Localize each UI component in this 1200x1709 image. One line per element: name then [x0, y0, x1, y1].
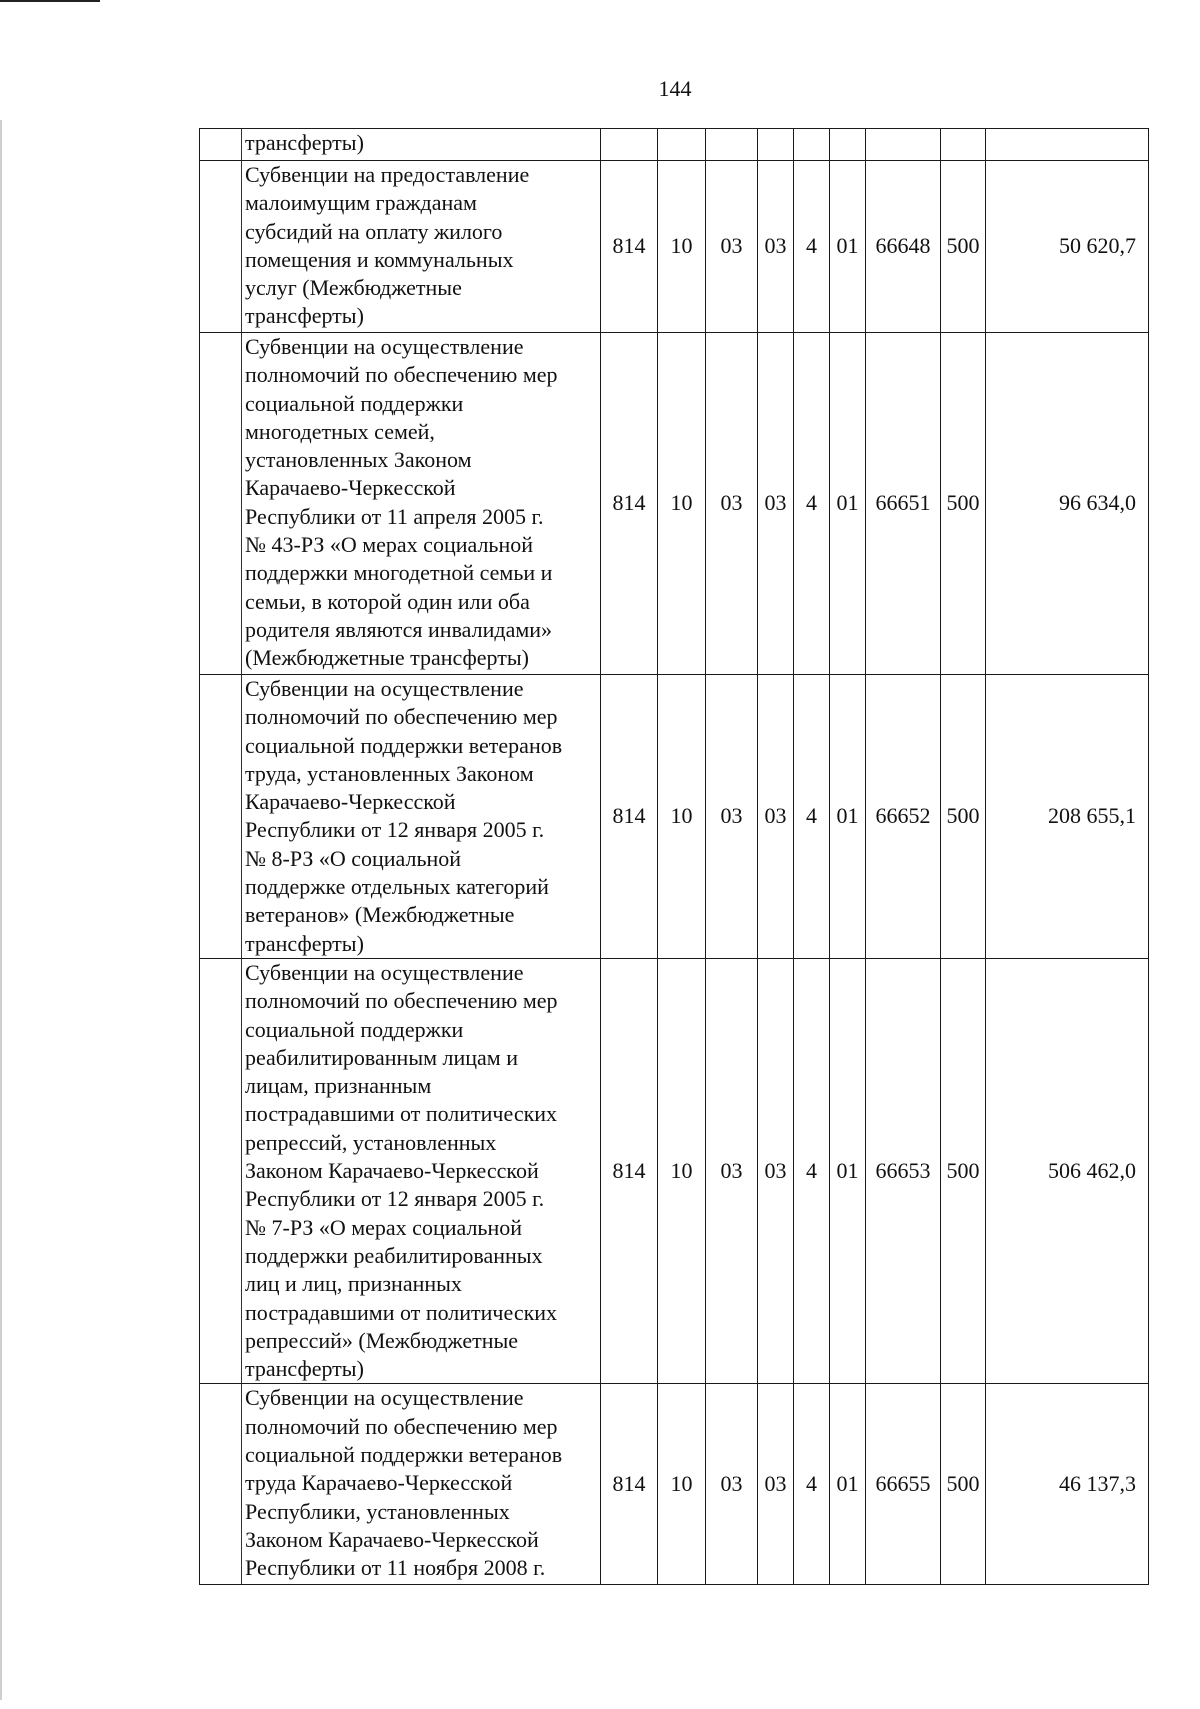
description-line: поддержке отдельных категорий	[245, 874, 549, 900]
amount-cell: 46 137,3	[986, 1384, 1149, 1585]
description-line: пострадавшими от политических	[245, 1299, 558, 1325]
description-line: трансферты)	[245, 930, 364, 956]
description-line: социальной поддержки ветеранов	[245, 1442, 563, 1468]
row-number-cell	[200, 675, 242, 959]
direction-code-cell: 66655	[866, 1384, 941, 1585]
description-line: Республики от 11 апреля 2005 г.	[245, 503, 544, 529]
subsection-code-cell: 03	[706, 1384, 758, 1585]
description-line: пострадавшими от политических	[245, 1101, 558, 1127]
description-cell	[242, 1384, 601, 1585]
description-line: ветеранов» (Межбюджетные	[245, 902, 515, 928]
description-line: № 43-РЗ «О мерах социальной	[245, 532, 534, 558]
budget-code-cell: 814	[601, 958, 658, 1383]
description-line: трансферты)	[245, 1356, 364, 1382]
row-number-cell	[200, 129, 242, 161]
subprogram-type-cell: 4	[794, 333, 830, 675]
description-line: трансферты)	[245, 130, 364, 155]
expense-type-cell: 500	[941, 333, 986, 675]
row-number-cell	[200, 333, 242, 675]
amount-cell: 96 634,0	[986, 333, 1149, 675]
description-cell	[242, 129, 601, 161]
subsection-code-cell: 03	[706, 333, 758, 675]
budget-code-cell: 814	[601, 1384, 658, 1585]
amount-cell: 50 620,7	[986, 161, 1149, 333]
description-line: лиц и лиц, признанных	[245, 1271, 462, 1297]
description-line: семьи, в которой один или оба	[245, 588, 530, 614]
description-line: № 7-РЗ «О мерах социальной	[245, 1214, 523, 1240]
description-line: социальной поддержки ветеранов	[245, 732, 563, 758]
description-line: Субвенции на осуществление	[245, 959, 524, 985]
direction-code-cell: 66653	[866, 958, 941, 1383]
description-cell	[242, 161, 601, 333]
description-line: Субвенции на предоставление	[245, 162, 530, 187]
budget-table	[199, 128, 1149, 1585]
description-line: Республики, установленных	[245, 1498, 510, 1524]
subsection-code-cell: 03	[706, 161, 758, 333]
description-line: поддержки многодетной семьи и	[245, 560, 553, 586]
row-number-cell	[200, 958, 242, 1383]
amount-cell: 208 655,1	[986, 675, 1149, 959]
description-line: помещения и коммунальных	[245, 246, 514, 272]
description-line: полномочий по обеспечению мер	[245, 704, 558, 730]
expense-type-cell: 500	[941, 958, 986, 1383]
description-line: полномочий по обеспечению мер	[245, 1413, 558, 1439]
description-line: Карачаево-Черкесской	[245, 789, 456, 815]
table-row	[200, 161, 1149, 333]
description-line: социальной поддержки	[245, 390, 464, 416]
expense-type-cell: 500	[941, 675, 986, 959]
description-line: Республики от 11 ноября 2008 г.	[245, 1555, 546, 1581]
description-line: полномочий по обеспечению мер	[245, 988, 558, 1014]
description-line: Карачаево-Черкесской	[245, 475, 456, 501]
subsection-code-cell	[706, 129, 758, 161]
description-line: репрессий» (Межбюджетные	[245, 1327, 519, 1353]
description-cell	[242, 333, 601, 675]
description-line: № 8-РЗ «О социальной	[245, 845, 462, 871]
program-code-cell: 03	[758, 333, 794, 675]
description-cell	[242, 958, 601, 1383]
row-number-cell	[200, 161, 242, 333]
direction-code-cell	[866, 129, 941, 161]
description-line: труда Карачаево-Черкесской	[245, 1470, 513, 1496]
program-code-cell	[758, 129, 794, 161]
program-code-cell: 03	[758, 675, 794, 959]
description-line: реабилитированным лицам и	[245, 1044, 519, 1070]
description-line: репрессий, установленных	[245, 1129, 497, 1155]
budget-code-cell	[601, 129, 658, 161]
description-line: полномочий по обеспечению мер	[245, 362, 558, 388]
section-code-cell: 10	[658, 958, 706, 1383]
section-code-cell: 10	[658, 1384, 706, 1585]
subprogram-code-cell: 01	[830, 958, 866, 1383]
description-cell	[242, 675, 601, 959]
direction-code-cell: 66652	[866, 675, 941, 959]
page-number: 144	[658, 76, 692, 101]
subsection-code-cell: 03	[706, 675, 758, 959]
description-line: родителя являются инвалидами»	[245, 616, 553, 642]
expense-type-cell	[941, 129, 986, 161]
row-number-cell	[200, 1384, 242, 1585]
description-line: многодетных семей,	[245, 418, 435, 444]
budget-code-cell: 814	[601, 161, 658, 333]
description-line: поддержки реабилитированных	[245, 1242, 543, 1268]
subprogram-code-cell: 01	[830, 1384, 866, 1585]
description-line: Республики от 12 января 2005 г.	[245, 1186, 545, 1212]
program-code-cell: 03	[758, 161, 794, 333]
program-code-cell: 03	[758, 958, 794, 1383]
description-line: субсидий на оплату жилого	[245, 218, 503, 244]
description-line: труда, установленных Законом	[245, 760, 534, 786]
section-code-cell: 10	[658, 675, 706, 959]
section-code-cell	[658, 129, 706, 161]
description-line: Субвенции на осуществление	[245, 334, 524, 359]
table-body	[200, 129, 1149, 1585]
description-line: Субвенции на осуществление	[245, 676, 524, 701]
description-line: трансферты)	[245, 303, 364, 329]
amount-cell: 506 462,0	[986, 958, 1149, 1383]
subprogram-type-cell: 4	[794, 161, 830, 333]
subprogram-type-cell	[794, 129, 830, 161]
description-line: социальной поддержки	[245, 1016, 464, 1042]
table-row	[200, 129, 1149, 161]
budget-code-cell: 814	[601, 675, 658, 959]
expense-type-cell: 500	[941, 161, 986, 333]
section-code-cell: 10	[658, 161, 706, 333]
scan-edge-line	[0, 120, 2, 1700]
description-line: Законом Карачаево-Черкесской	[245, 1158, 539, 1184]
section-code-cell: 10	[658, 333, 706, 675]
description-line: лицам, признанным	[245, 1073, 432, 1099]
program-code-cell: 03	[758, 1384, 794, 1585]
subprogram-type-cell: 4	[794, 958, 830, 1383]
table-row	[200, 333, 1149, 675]
direction-code-cell: 66648	[866, 161, 941, 333]
expense-type-cell: 500	[941, 1384, 986, 1585]
description-line: Субвенции на осуществление	[245, 1385, 524, 1411]
subprogram-code-cell: 01	[830, 333, 866, 675]
subsection-code-cell: 03	[706, 958, 758, 1383]
description-line: (Межбюджетные трансферты)	[245, 645, 529, 671]
description-line: Законом Карачаево-Черкесской	[245, 1526, 539, 1552]
subprogram-code-cell	[830, 129, 866, 161]
direction-code-cell: 66651	[866, 333, 941, 675]
description-line: услуг (Межбюджетные	[245, 275, 462, 301]
subprogram-code-cell: 01	[830, 675, 866, 959]
subprogram-type-cell: 4	[794, 675, 830, 959]
description-line: установленных Законом	[245, 447, 472, 473]
scan-edge-mark	[0, 0, 100, 2]
description-line: малоимущим гражданам	[245, 190, 477, 216]
description-line: Республики от 12 января 2005 г.	[245, 817, 545, 843]
table-row	[200, 675, 1149, 959]
subprogram-code-cell: 01	[830, 161, 866, 333]
budget-code-cell: 814	[601, 333, 658, 675]
table-row	[200, 1384, 1149, 1585]
table-row	[200, 958, 1149, 1383]
subprogram-type-cell: 4	[794, 1384, 830, 1585]
amount-cell	[986, 129, 1149, 161]
